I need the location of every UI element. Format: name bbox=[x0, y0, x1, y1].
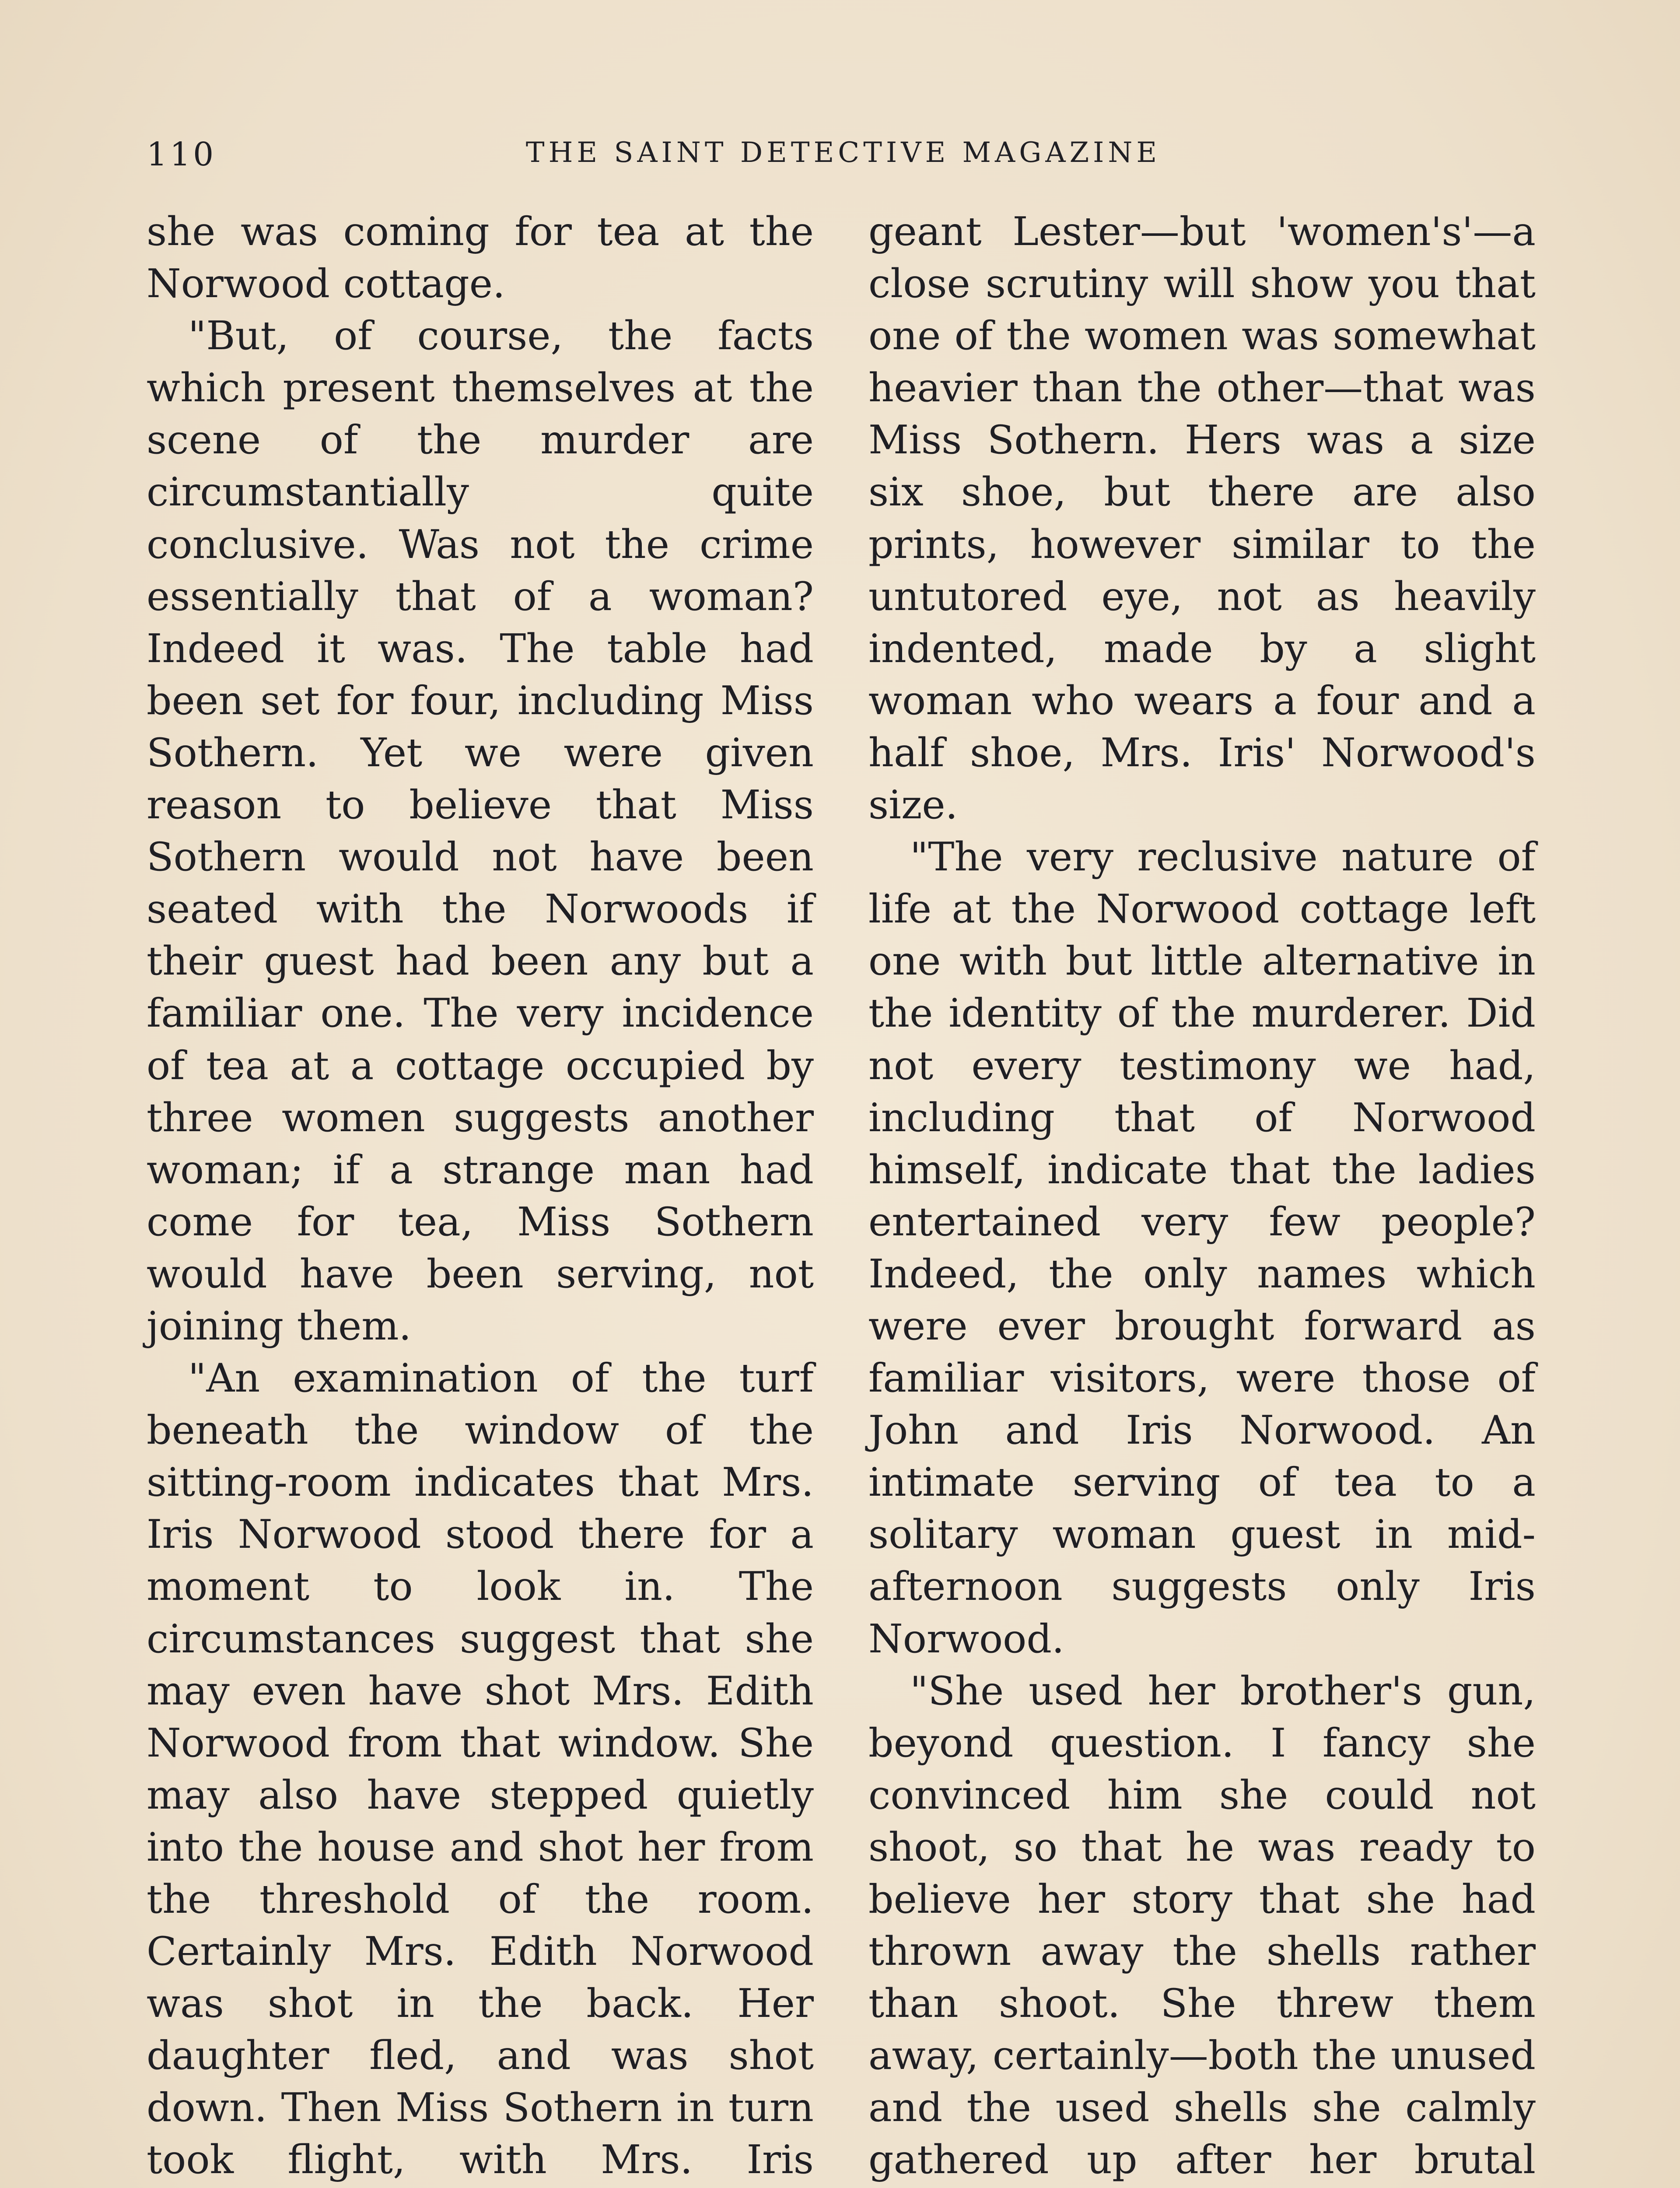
paragraph: "She used her brother's gun, beyond question. I fancy she convinced him she could not shoot, so that he was ready to believe her story that she had thrown away the shells rather than shoot. She threw them away, certainly—both the unused and the used shells she calmly gathered up after her brutal bbox=[868, 1668, 1536, 2183]
paragraph: "An examination of the turf beneath the window of the sitting-room indicates that Mrs. Iris Norwood stood there for a moment to look in. The circumstances suggest that she may even have shot Mrs. Edith Norwood from that window. She may also have stepped quietly into the house and shot her from the threshold of the room. Certainly Mrs. Edith Norwood was shot in the back. Her daughter fled, and was shot down. Then Miss Sothern in turn took flight, with Mrs. Iris bbox=[147, 1355, 814, 2183]
right-column bbox=[868, 206, 1536, 2188]
paragraph: "The very reclusive nature of life at the Norwood cottage left one with but little alternative in the identity of the murderer. Did not every testimony we had, including that of Norwood himself, indicate that the ladies entertained very few people? Indeed, the only names which were ever brought forward as familiar visitors, were those of John and Iris Norwood. An intimate serving of tea to a solitary woman guest in mid-afternoon suggests only Iris Norwood. bbox=[868, 834, 1536, 1662]
paragraph: geant Lester—but 'women's'—a close scrutiny will show you that one of the women was somewhat heavier than the other—that was Miss Sothern. Hers was a size six shoe, but there are also prints, however similar to the untutored eye, not as heavily indented, made by a slight woman who wears a four and a half shoe, Mrs. Iris' Norwood's size. bbox=[868, 209, 1536, 828]
page-header bbox=[147, 131, 1540, 184]
left-column bbox=[147, 206, 814, 2188]
paragraph: she was coming for tea at the Norwood cottage. bbox=[147, 209, 814, 307]
running-head: THE SAINT DETECTIVE MAGAZINE bbox=[525, 137, 1161, 169]
page-number: 110 bbox=[147, 136, 217, 173]
paragraph: "But, of course, the facts which present themselves at the scene of the murder are circumstantially quite conclusive. Was not the crime essentially that of a woman? Indeed it was. The table had been set for four, including Miss Sothern. Yet we were given reason to believe that Miss Sothern would not have been seated with the Norwoods if their guest had been any but a familiar one. The very incidence of tea at a cottage occupied by three women suggests another woman; if a strange man had come for tea, Miss Sothern would have been serving, not joining them. bbox=[147, 313, 814, 1349]
